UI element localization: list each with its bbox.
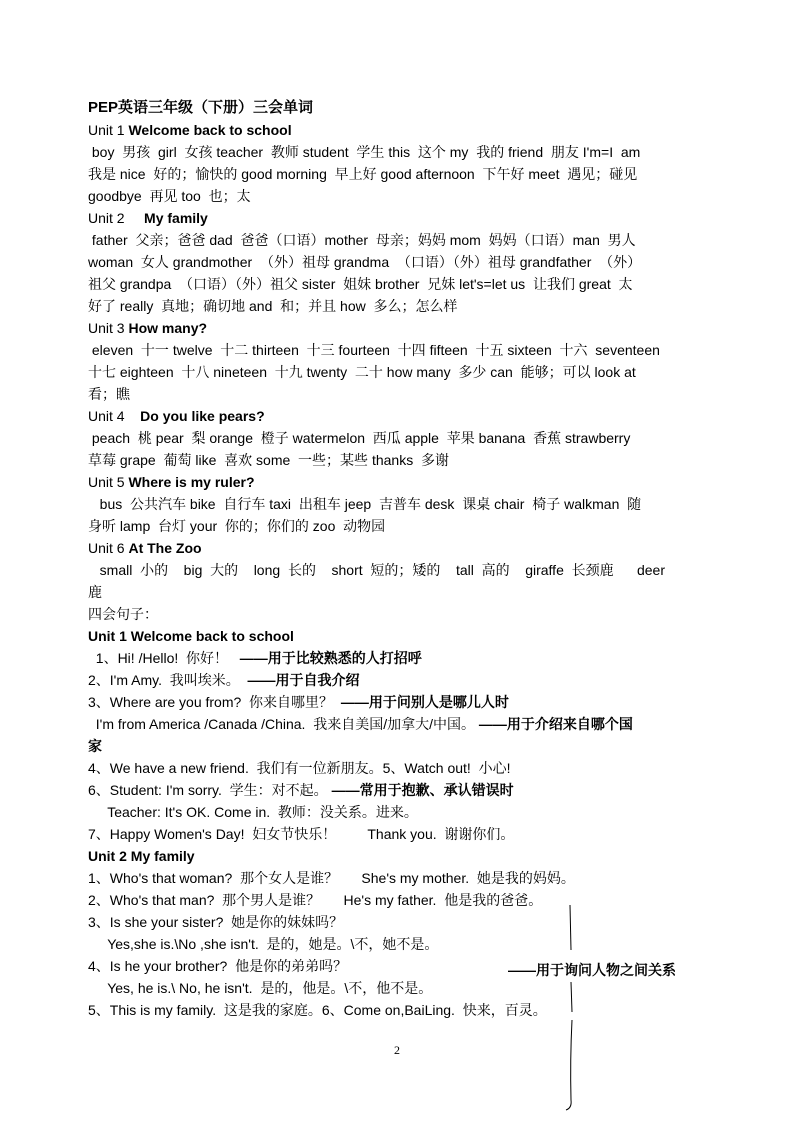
vocab-line: eleven 十一 twelve 十二 thirteen 十三 fourteen 十四 fifteen 十五 sixteen 十六 seventeen [88,342,660,358]
unit-title: Do you like pears? [140,408,265,424]
unit-label: Unit 3 [88,320,129,336]
usage-note-continued: 家 [88,738,102,754]
unit-heading [88,317,736,339]
unit-label: Unit 4 [88,408,141,424]
sentence-text: 1、Hi! /Hello! 你好！ [88,650,240,666]
unit-title: Where is my ruler? [128,474,255,490]
page-title: PEP英语三年级（下册）三会单词 [88,99,314,116]
usage-note: ——用于自我介绍 [247,672,360,688]
unit-heading [88,471,736,493]
unit-heading [88,537,736,559]
vocab-line: 草莓 grape 葡萄 like 喜欢 some 一些；某些 thanks 多谢 [88,452,449,468]
sentence-line [88,691,736,713]
vocab-line: peach 桃 pear 梨 orange 橙子 watermelon 西瓜 apple 苹果 banana 香蕉 strawberry [88,430,631,446]
vocab-line: 好了 really 真地；确切地 and 和；并且 how 多么；怎么样 [88,298,458,314]
vocab-line: woman 女人 grandmother （外）祖母 grandma （口语）（外）祖母 grandfather （外） [88,254,642,270]
unit-label: Unit 1 [88,122,129,138]
sentence-text: 2、I'm Amy. 我叫埃米。 [88,672,248,688]
vocab-line: father 父亲；爸爸 dad 爸爸（口语）mother 母亲；妈妈 mom 妈妈（口语）man 男人 [88,232,636,248]
vocab-line: 祖父 grandpa （口语）（外）祖父 sister 姐妹 brother 兄妹 let's=let us 让我们 great 太 [88,276,633,292]
unit-label: Unit 6 [88,540,129,556]
vocab-line: 身听 lamp 台灯 your 你的；你们的 zoo 动物园 [88,518,386,534]
document-body [88,97,736,1021]
sentence-line: 3、Is she your sister? 她是你的妹妹吗？ [88,914,344,930]
sentence-line: Teacher: It's OK. Come in. 教师：没关系。进来。 [88,804,418,820]
usage-note: ——用于比较熟悉的人打招呼 [239,650,422,666]
page-number: 2 [394,1043,400,1057]
sentence-line: 4、Is he your brother? 他是你的弟弟吗？ [88,958,348,974]
unit-heading: Unit 1 Welcome back to school [88,628,294,644]
sentence-line [88,669,736,691]
sentence-text: 3、Where are you from? 你来自哪里？ [88,694,341,710]
sentence-line: Yes, he is.\ No, he isn't. 是的，他是。\不，他不是。 [88,980,433,996]
unit-label: Unit 2 [88,210,145,226]
vocab-line: goodbye 再见 too 也；太 [88,188,251,204]
usage-note: ——用于问别人是哪儿人时 [340,694,509,710]
sentence-text: I'm from America /Canada /China. 我来自美国/加拿大/中国。 [88,716,479,732]
sentence-line: 4、We have a new friend. 我们有一位新朋友。5、Watch out! 小心! [88,760,511,776]
vocab-line: small 小的 big 大的 long 长的 short 短的；矮的 tall 高的 giraffe 长颈鹿 deer [88,562,665,578]
unit-title: My family [144,210,208,226]
unit-heading [88,405,736,427]
vocab-line: 我是 nice 好的；愉快的 good morning 早上好 good afternoon 下午好 meet 遇见；碰见 [88,166,638,182]
sentence-line: 5、This is my family. 这是我的家庭。6、Come on,BaiLing. 快来，百灵。 [88,1002,547,1018]
unit-label: Unit 5 [88,474,129,490]
unit-title: Welcome back to school [128,122,292,138]
unit-title: How many? [128,320,208,336]
section-title: 四会句子： [88,606,158,622]
unit-heading [88,207,736,229]
sentence-line: Yes,she is.\No ,she isn't. 是的，她是。\不，她不是。 [88,936,439,952]
sentence-line: 1、Who's that woman? 那个女人是谁？ She's my mother. 她是我的妈妈。 [88,870,575,886]
sentence-line: 2、Who's that man? 那个男人是谁？ He's my father. 他是我的爸爸。 [88,892,543,908]
sentence-text: 6、Student: I'm sorry. 学生：对不起。 [88,782,332,798]
vocab-line: boy 男孩 girl 女孩 teacher 教师 student 学生 this 这个 my 我的 friend 朋友 I'm=I am [88,144,641,160]
unit-heading [88,119,736,141]
sentence-line [88,647,736,669]
sentence-line: 7、Happy Women's Day! 妇女节快乐！ Thank you. 谢谢你们。 [88,826,515,842]
usage-note: ——常用于抱歉、承认错误时 [331,782,514,798]
vocab-line: bus 公共汽车 bike 自行车 taxi 出租车 jeep 吉普车 desk 课桌 chair 椅子 walkman 随 [88,496,642,512]
unit-title: At The Zoo [128,540,202,556]
sentence-line [88,713,736,735]
vocab-line: 十七 eighteen 十八 nineteen 十九 twenty 二十 how many 多少 can 能够；可以 look at [88,364,636,380]
usage-note: ——用于介绍来自哪个国 [478,716,633,732]
vocab-line: 看；瞧 [88,386,130,402]
vocab-line: 鹿 [88,584,102,600]
unit-heading: Unit 2 My family [88,848,195,864]
side-usage-note: ——用于询问人物之间关系 [508,962,676,978]
sentence-line [88,779,736,801]
